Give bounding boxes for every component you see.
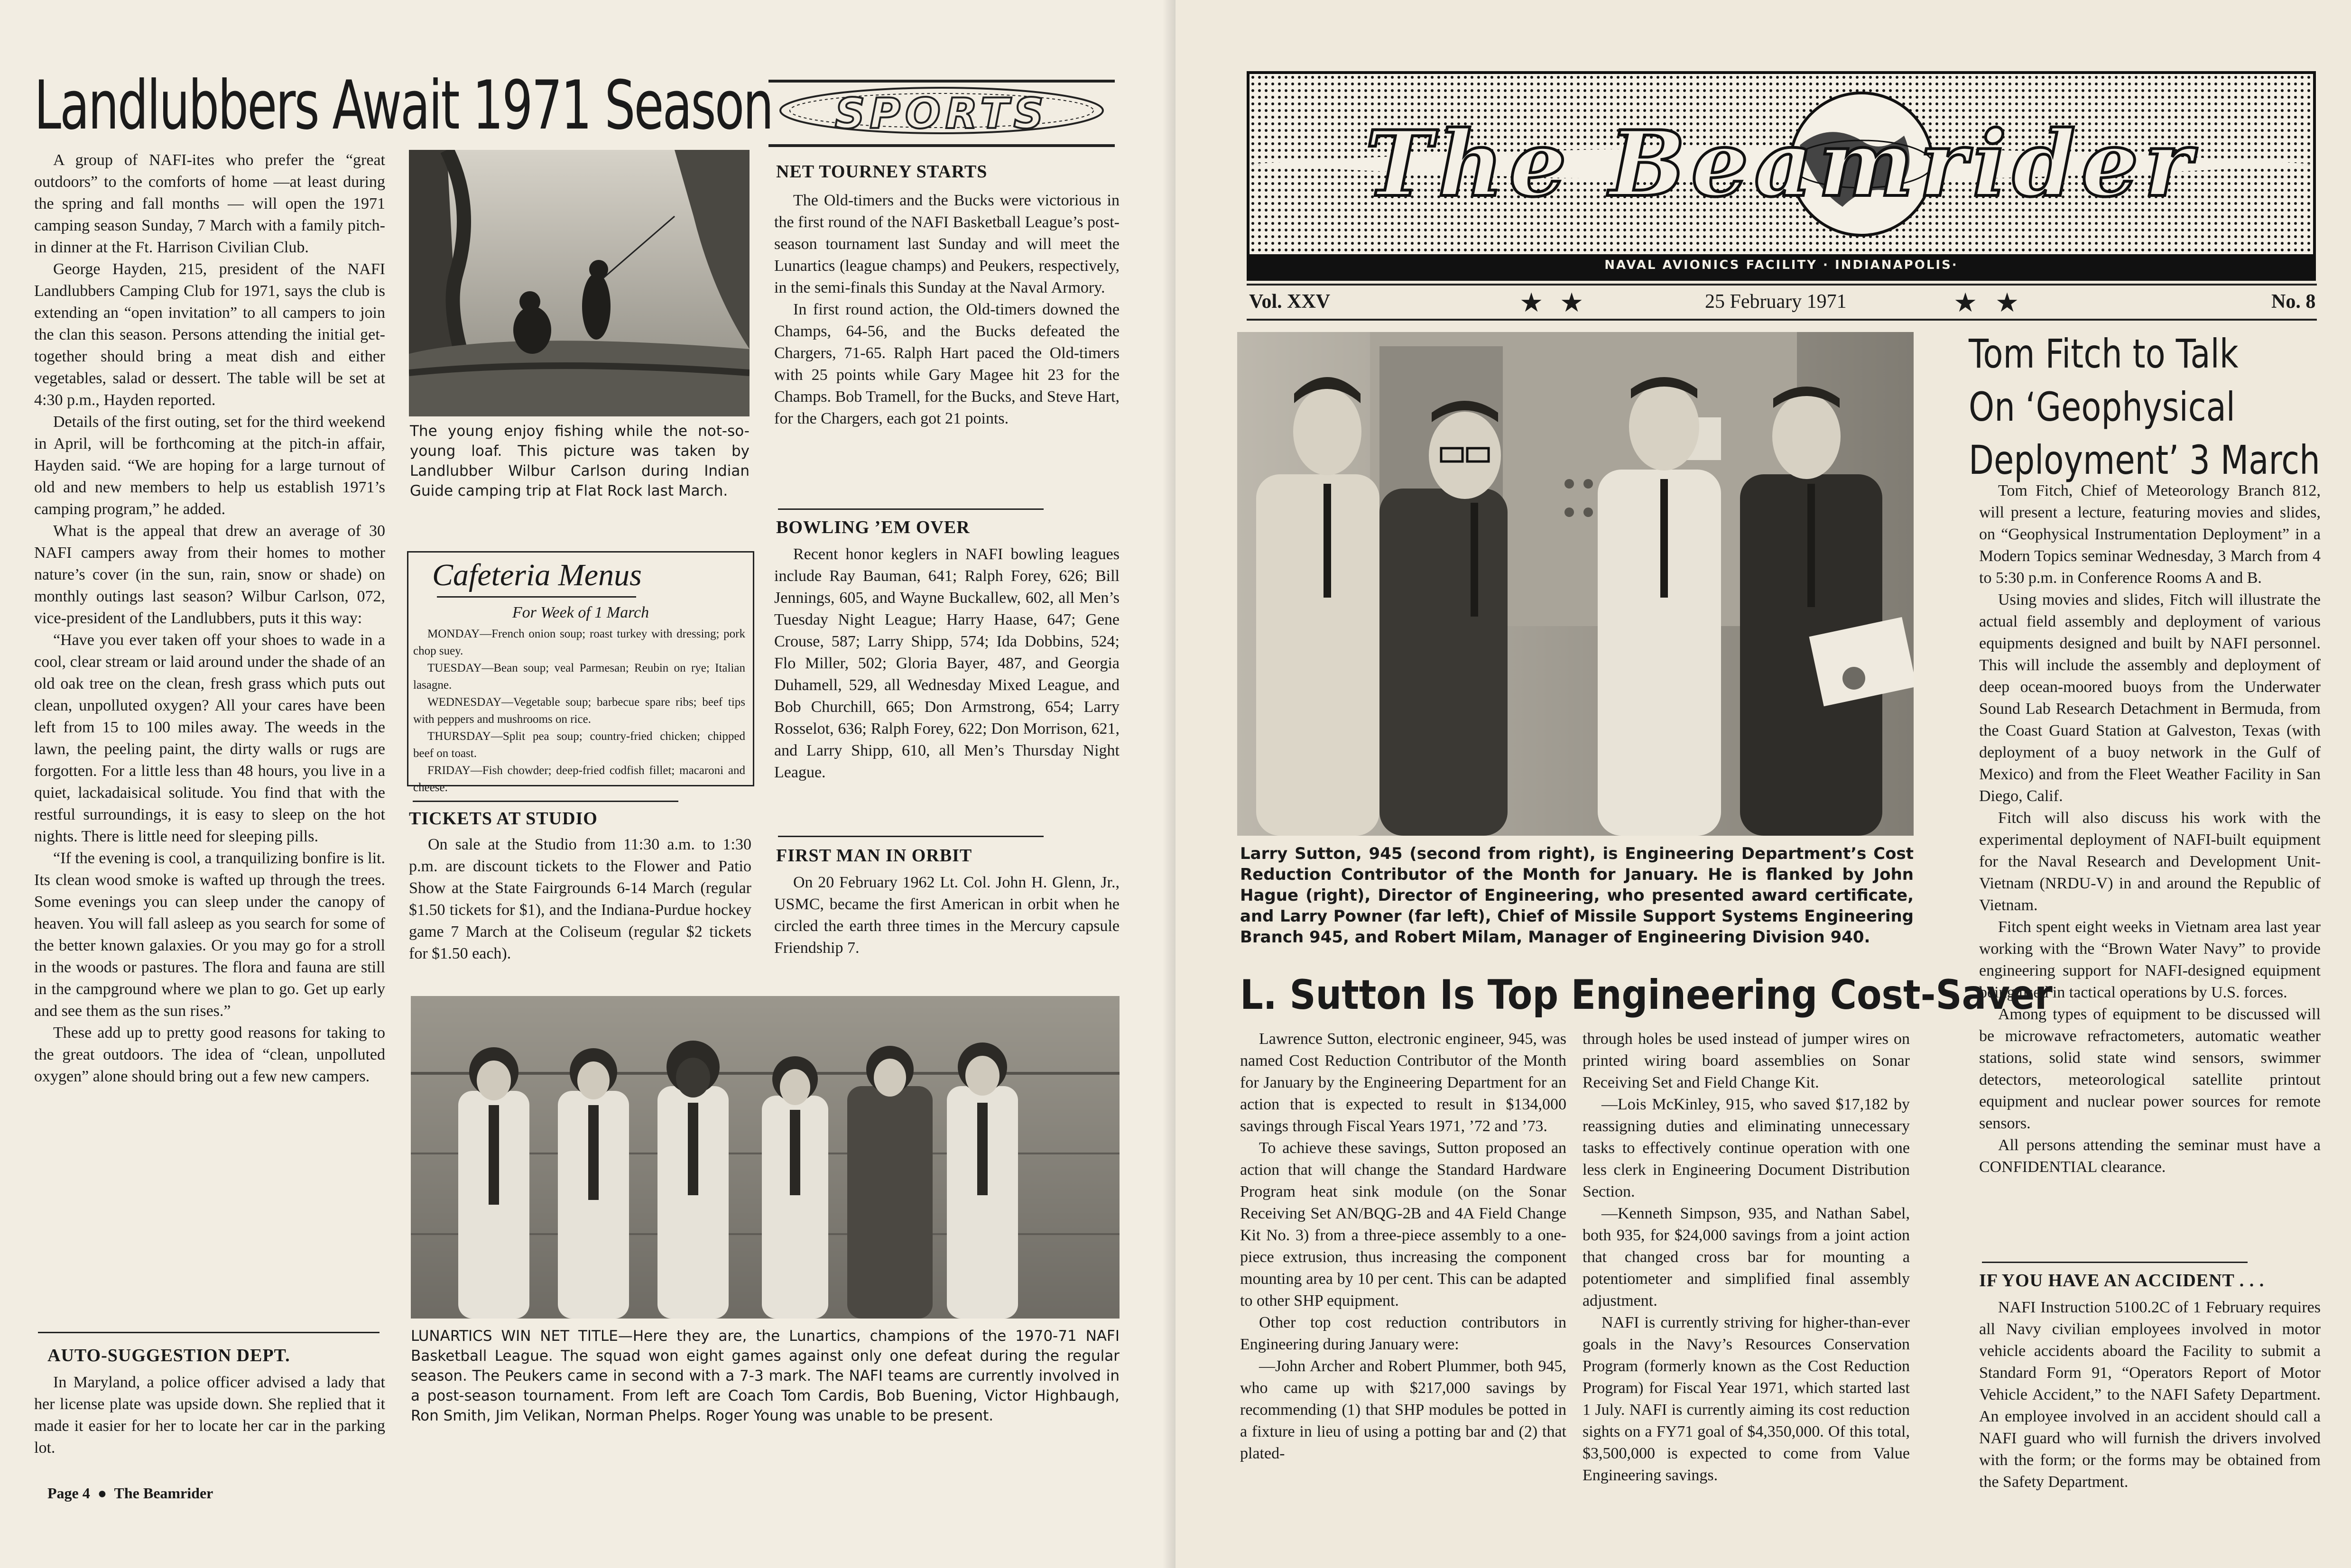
article-paragraph: through holes be used instead of jumper wires on printed wiring board assemblies on Sonar Receiving Set and Field Change Kit. bbox=[1583, 1030, 1910, 1091]
net-tourney-heading: NET TOURNEY STARTS bbox=[776, 162, 988, 182]
masthead-title: The Beamrider bbox=[1365, 111, 2198, 217]
article-paragraph: Tom Fitch, Chief of Meteorology Branch 812, will present a lecture, featuring movies and slides, on “Geophysical Instrumentation Deployment” in a Modern Topics seminar Wednesday, 3 March from 4 to 5:30 p.m. in Conference Rooms A and B. bbox=[1979, 482, 2321, 587]
issue-volume: Vol. XXV bbox=[1249, 291, 1331, 313]
star-icon: ★ bbox=[1995, 287, 2019, 318]
sutton-article-col1 bbox=[1240, 1028, 1566, 1465]
article-paragraph: A group of NAFI-ites who prefer the “great outdoors” to the comforts of home —at least during the spring and fall months — will open the 1971 camping season Sunday, 7 March with a family pitch-in dinner at the Ft. Harrison Civilian Club. bbox=[34, 151, 385, 256]
cafeteria-title: Cafeteria Menus bbox=[432, 558, 642, 592]
cafeteria-day-monday: MONDAY—French onion soup; roast turkey with dressing; pork chop suey. bbox=[413, 627, 745, 657]
article-paragraph: Using movies and slides, Fitch will illustrate the actual field assembly and deployment of various equipments designed and built by NAFI personnel. This will include the assembly and deployment of deep ocean-moored buoys from the Underwater Sound Lab Research Detachment in Bermuda, from the Coast Guard Station at Galveston, Texas (with deployment of a buoy network in the Gulf of Mexico) and from the Fleet Weather Facility in San Diego, Calif. bbox=[1979, 591, 2321, 805]
star-icon: ★ bbox=[1560, 287, 1584, 318]
sutton-award-photo bbox=[1237, 332, 1914, 836]
accident-heading: IF YOU HAVE AN ACCIDENT . . . bbox=[1979, 1271, 2265, 1291]
article-paragraph: Among types of equipment to be discussed will be microwave refractometers, automatic weather stations, solid state wind sensors, swimmer detectors, meteorological satellite printout equipment and nuclear power sources for remote sensors. bbox=[1979, 1005, 2321, 1132]
cafeteria-subtitle: For Week of 1 March bbox=[512, 604, 649, 621]
article-paragraph: These add up to pretty good reasons for taking to the great outdoors. The idea of “clean, unpolluted oxygen” alone should bring out a few new campers. bbox=[34, 1024, 385, 1085]
sports-banner-label: SPORTS bbox=[835, 89, 1048, 138]
article-paragraph: George Hayden, 215, president of the NAFI Landlubbers Camping Club for 1971, says the club is extending an “open invitation” to all campers to join the clan this season. Persons attending the initial get-together should bring a meat dish and either vegetables, salad or dessert. The table will be set at 4:30 p.m., Hayden reported. bbox=[34, 260, 385, 409]
net-tourney-text bbox=[774, 190, 1120, 430]
issue-date: 25 February 1971 bbox=[1705, 291, 1847, 313]
tickets-text: On sale at the Studio from 11:30 a.m. to 1:30 p.m. are discount tickets to the Flower and Patio Show at the State Fairgrounds 6-14 March (regular $1.50 tickets for $1), and the Indiana-Purdue hockey game 7 March at the Coliseum (regular $2 tickets for $1.50 each). bbox=[409, 836, 751, 962]
fitch-headline-line: Tom Fitch to Talk bbox=[1969, 331, 2239, 377]
issue-line-bottom-rule bbox=[1247, 319, 2317, 321]
cafeteria-day-wednesday: WEDNESDAY—Vegetable soup; barbecue spare ribs; beef tips with peppers and mushrooms on rice. bbox=[413, 696, 745, 726]
article-paragraph: —Kenneth Simpson, 935, and Nathan Sabel, both 935, for $24,000 savings from a joint action that changed cross bar for mounting a potentiometer and simplified final assembly adjustment. bbox=[1583, 1205, 1910, 1310]
fishing-photo bbox=[409, 150, 750, 416]
cafeteria-title-rule bbox=[437, 596, 636, 598]
issue-number: No. 8 bbox=[2271, 291, 2316, 313]
fitch-article bbox=[1979, 480, 2321, 1178]
divider bbox=[38, 1332, 379, 1333]
fishing-caption: The young enjoy fishing while the not-so-young loaf. This picture was taken by Landlubber Wilbur Carlson during Indian Guide camping trip at Flat Rock last March. bbox=[410, 423, 750, 499]
article-paragraph: Lawrence Sutton, electronic engineer, 945, was named Cost Reduction Contributor of the Month for January by the Engineering Department for an action that is expected to result in $134,000 savings through Fiscal Years 1971, ’72 and ’73. bbox=[1240, 1030, 1566, 1135]
cafeteria-day-friday: FRIDAY—Fish chowder; deep-fried codfish fillet; macaroni and cheese. bbox=[413, 764, 745, 794]
sutton-article-col2 bbox=[1583, 1028, 1910, 1486]
cafeteria-day-tuesday: TUESDAY—Bean soup; veal Parmesan; Reubin on rye; Italian lasagne. bbox=[413, 662, 745, 692]
cafeteria-day-thursday: THURSDAY—Split pea soup; country-fried chicken; chipped beef on toast. bbox=[413, 730, 745, 760]
first-man-text: On 20 February 1962 Lt. Col. John H. Glenn, Jr., USMC, became the first American in orbit when he circled the earth three times in the Mercury capsule Friendship 7. bbox=[774, 874, 1120, 957]
landlubbers-headline: Landlubbers Await 1971 Season bbox=[34, 66, 773, 145]
article-paragraph: NAFI is currently striving for higher-than-ever goals in the Navy’s Resources Conservation Program (formerly known as the Cost Reduction Program) for Fiscal Year 1971, which started last 1 July. NAFI is currently aiming its cost reduction sights on a FY71 goal of $4,350,000. Of this total, $3,500,000 is expected to come from Value Engineering savings. bbox=[1583, 1314, 1910, 1484]
divider bbox=[413, 801, 678, 802]
article-paragraph: All persons attending the seminar must have a CONFIDENTIAL clearance. bbox=[1979, 1136, 2321, 1176]
article-paragraph: The Old-timers and the Bucks were victorious in the first round of the NAFI Basketball League’s post-season tournament last Sunday and will meet the Lunartics (league champs) and Peukers, respectively, in the semi-finals this Sunday at the Naval Armory. bbox=[774, 192, 1120, 296]
star-icon: ★ bbox=[1519, 287, 1544, 318]
auto-suggestion-text: In Maryland, a police officer advised a lady that her license plate was upside down. She replied that it made it easier for her to locate her car in the parking lot. bbox=[34, 1374, 385, 1457]
article-paragraph: In first round action, the Old-timers downed the Champs, 64-56, and the Bucks defeated the Chargers, 71-65. Ralph Hart paced the Old-timers with 25 points while Gary Magee hit 23 for the Champs. Bob Tramell, for the Bucks, and Steve Hart, for the Chargers, each got 21 points. bbox=[774, 301, 1120, 427]
first-man-heading: FIRST MAN IN ORBIT bbox=[776, 846, 972, 866]
article-paragraph: To achieve these savings, Sutton proposed an action that will change the Standard Hardware Program heat sink module (on the Sonar Receiving Set AN/BQG-2B and 4A Field Change Kit No. 3) from a three-piece assembly to a one-piece extrusion, thus increasing the component mounting area by 10 per cent. This can be adapted to other SHP equipment. bbox=[1240, 1139, 1566, 1310]
lunartics-caption: LUNARTICS WIN NET TITLE—Here they are, the Lunartics, champions of the 1970-71 NAFI Basketball League. The squad won eight games against only one defeat during the regular season. The Peukers came in second with a 7-3 mark. The NAFI teams are currently involved in a post-season tournament. From left are Coach Tom Cardis, Bob Buening, Victor Highbaugh, Ron Smith, Jim Velikan, Norman Phelps. Roger Young was unable to be present. bbox=[411, 1328, 1120, 1424]
divider bbox=[778, 508, 1044, 510]
article-paragraph: “If the evening is cool, a tranquilizing bonfire is lit. Its clean wood smoke is wafted up through the trees. Some evenings you can sleep under the canopy of heaven. You will fall asleep as you search for some of the better known galaxies. Or you may go for a stroll in the woods or pastures. The flora and fauna are still in the campground where we plan to go. Get up early and see them as the sun rises.” bbox=[34, 849, 385, 1020]
article-paragraph: Other top cost reduction contributors in Engineering during January were: bbox=[1240, 1314, 1566, 1353]
sports-banner bbox=[768, 80, 1115, 147]
right-page bbox=[1176, 0, 2351, 1568]
bowling-heading: BOWLING ’EM OVER bbox=[776, 517, 970, 537]
article-paragraph: Details of the first outing, set for the third weekend in April, will be forthcoming at the pitch-in affair, Hayden said. “We are hoping for a large turnout of old and new members to help us establish 1971’s camping program,” he added. bbox=[34, 413, 385, 518]
sutton-award-photo-art bbox=[1237, 332, 1914, 836]
divider bbox=[778, 836, 1044, 837]
masthead bbox=[1247, 71, 2316, 281]
fitch-headline-line: On ‘Geophysical bbox=[1969, 384, 2235, 430]
article-paragraph: “Have you ever taken off your shoes to wade in a cool, clear stream or laid around under the shade of an old oak tree on the clean, fresh grass which puts out clean, unpolluted oxygen? All your cares have been left from 15 to 100 miles away. The weeds in the lawn, the peeling paint, the dirty walls or rugs are forgotten. For a little less than 48 hours, you live in a quiet, lackadaisical solitude. You find that with the restful surroundings, it is easy to sleep on the hot nights. There is little need for sleeping pills. bbox=[34, 631, 385, 845]
divider bbox=[1982, 1262, 2248, 1263]
tickets-heading: TICKETS AT STUDIO bbox=[409, 809, 598, 829]
fitch-headline bbox=[1969, 327, 2320, 487]
sutton-photo-caption: Larry Sutton, 945 (second from right), is Engineering Department’s Cost Reduction Contributor of the Month for January. He is flanked by John Hague (right), Director of Engineering, who presented award certificate, and Larry Powner (far left), Chief of Missile Support Systems Engineering Branch 945, and Robert Milam, Manager of Engineering Division 940. bbox=[1240, 844, 1914, 947]
lunartics-photo bbox=[411, 996, 1120, 1319]
auto-suggestion-heading: AUTO-SUGGESTION DEPT. bbox=[47, 1346, 290, 1365]
bowling-text: Recent honor keglers in NAFI bowling leagues include Ray Bauman, 641; Ralph Forey, 626; Bill Jennings, 605, and Wayne Buckallew, 602, all Men’s Tuesday Night League; Harry Haase, 647; Gene Crouse, 587; Larry Shipp, 574; Ida Dobbins, 524; Flo Miller, 502; Gloria Bayer, 487, and Georgia Duhamell, 529, all Wednesday Mixed League, and Bob Churchill, 665; Don Armstrong, 654; Larry Rosselot, 636; Ralph Forey, 622; Don Morrison, 621, and Larry Shipp, 610, all Men’s Thursday Night League. bbox=[774, 545, 1120, 781]
article-paragraph: Fitch will also discuss his work with the experimental deployment of NAFI-built equipment for the Naval Research and Development Unit-Vietnam (NRDU-V) in and around the Republic of Vietnam. bbox=[1979, 809, 2321, 914]
sutton-headline: L. Sutton Is Top Engineering Cost-Saver bbox=[1240, 971, 2053, 1019]
article-paragraph: Fitch spent eight weeks in Vietnam area last year working with the “Brown Water Navy” to provide engineering support for NAFI-designed equipment being used in tactical operations by U.S. forces. bbox=[1979, 918, 2321, 1001]
cafeteria-menu-list bbox=[413, 626, 745, 796]
article-paragraph: —Lois McKinley, 915, who saved $17,182 by reassigning duties and eliminating unnecessary tasks to effectively continue operation with one less clerk in Engineering Document Distribution Section. bbox=[1583, 1096, 1910, 1200]
article-paragraph: What is the appeal that drew an average of 30 NAFI campers away from their homes to mother nature’s cover (in the sun, rain, snow or shade) on monthly outings last season? Wilbur Carlson, 072, vice-president of the Landlubbers, puts it this way: bbox=[34, 522, 385, 627]
masthead-subtitle: NAVAL AVIONICS FACILITY · INDIANAPOLIS· bbox=[1604, 258, 1958, 272]
footer: Page 4 ● The Beamrider bbox=[47, 1485, 213, 1502]
cafeteria-box bbox=[407, 551, 754, 794]
fitch-headline-line: Deployment’ 3 March bbox=[1969, 437, 2320, 483]
article-paragraph: —John Archer and Robert Plummer, both 945, who came up with $217,000 savings by recommending (1) that SHP modules be potted in a fixture in lieu of using a potting bar and (2) that plated- bbox=[1240, 1357, 1566, 1462]
fishing-photo-art bbox=[409, 150, 750, 416]
issue-line-top-rule bbox=[1247, 284, 2317, 286]
lunartics-photo-art bbox=[411, 996, 1120, 1319]
landlubbers-article bbox=[34, 149, 385, 1088]
accident-text: NAFI Instruction 5100.2C of 1 February requires all Navy civilian employees involved in motor vehicle accidents aboard the Facility to submit a Standard Form 91, “Operators Report of Motor Vehicle Accident,” to the NAFI Safety Department. An employee involved in an accident should call a NAFI guard who will furnish the drivers involved with the form; or the forms may be obtained from the Safety Department. bbox=[1979, 1299, 2321, 1491]
star-icon: ★ bbox=[1953, 287, 1978, 318]
